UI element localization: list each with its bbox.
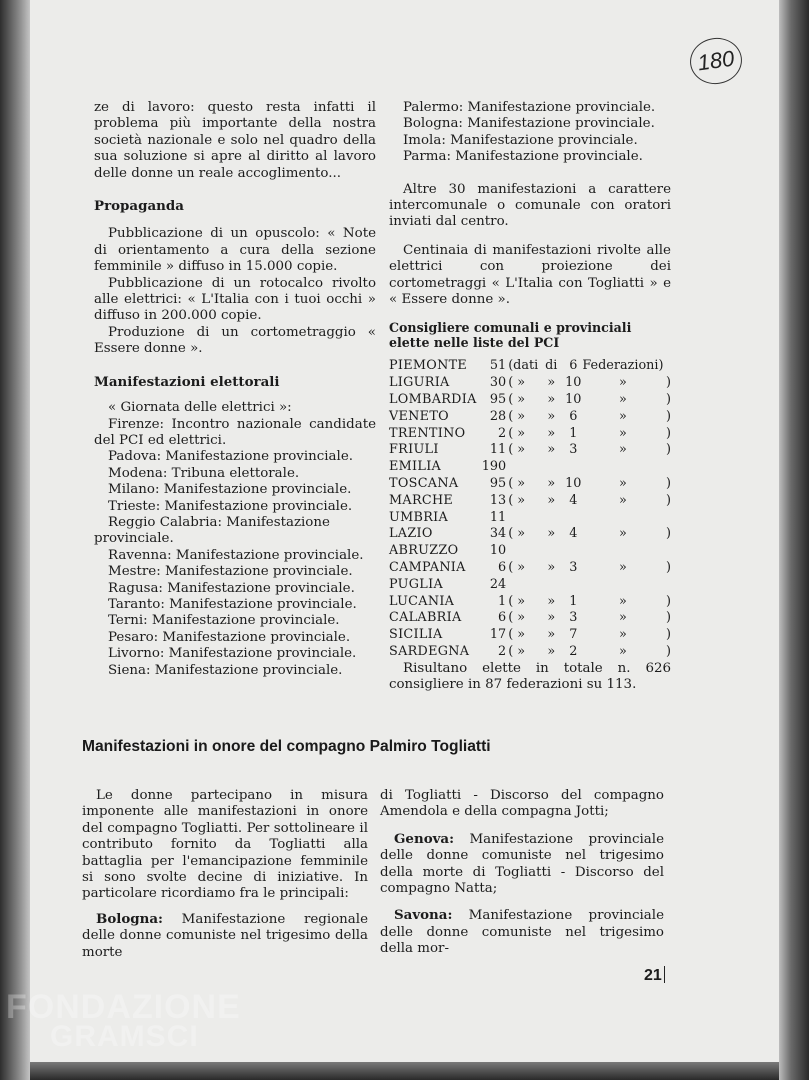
- region-cell: PIEMONTE: [389, 358, 468, 374]
- region-cell: MARCHE: [389, 492, 454, 508]
- scan-right-edge: [779, 0, 809, 1080]
- paren-cell: ( »: [508, 375, 526, 391]
- table-row: [389, 560, 671, 577]
- event-item: Ragusa: Manifestazione provinciale.: [108, 580, 355, 596]
- ditto-cell: »: [619, 392, 627, 408]
- close-paren-cell: [664, 459, 672, 476]
- table-row: [389, 594, 671, 611]
- region-cell: LOMBARDIA: [389, 392, 477, 408]
- ditto-cell: »: [619, 375, 627, 391]
- count-cell: 34: [489, 526, 507, 542]
- region-cell: UMBRIA: [389, 509, 449, 525]
- federations-cell: 4: [569, 492, 578, 508]
- close-paren-cell: [664, 577, 672, 594]
- propaganda-item: Produzione di un cortometraggio « Essere donne ».: [94, 324, 376, 357]
- genova-entry: [380, 831, 664, 898]
- paren-cell: ( »: [508, 627, 526, 643]
- paren-cell: [508, 577, 538, 594]
- close-paren-cell: ): [666, 492, 671, 508]
- close-paren-cell: [664, 510, 672, 527]
- federations-cell: [564, 459, 582, 476]
- ditto-cell: »: [619, 442, 627, 458]
- event-item: Pesaro: Manifestazione provinciale.: [108, 629, 351, 645]
- federations-cell: 10: [565, 392, 582, 408]
- genova-label: Genova:: [394, 830, 455, 847]
- table-row: [389, 409, 671, 426]
- ditto-cell: Federazioni): [582, 358, 664, 374]
- count-cell: 1: [498, 593, 507, 609]
- ditto-cell: »: [619, 560, 627, 576]
- table-row: [389, 510, 671, 527]
- event-item: Ravenna: Manifestazione provinciale.: [108, 547, 364, 563]
- genova-text: Manifestazione provinciale delle donne comuniste nel trigesimo della morte di Togliatti - Discorso del compagno Natta;: [380, 831, 664, 897]
- table-row: [389, 627, 671, 644]
- event-item: Mestre: Manifestazione provinciale.: [108, 564, 353, 580]
- count-cell: 11: [489, 509, 507, 525]
- region-cell: LAZIO: [389, 526, 433, 542]
- table-row: [389, 375, 671, 392]
- ditto-cell: »: [547, 392, 556, 408]
- ditto-cell: »: [547, 627, 556, 643]
- savona-label: Savona:: [394, 907, 453, 924]
- table-row: [389, 644, 671, 661]
- savona-text: Manifestazione provinciale delle donne comuniste nel trigesimo della mor-: [380, 908, 664, 957]
- count-cell: 2: [498, 644, 507, 660]
- page-number: 21: [644, 966, 665, 985]
- region-cell: VENETO: [389, 408, 449, 424]
- ditto-cell: »: [547, 644, 556, 660]
- region-cell: SARDEGNA: [389, 644, 470, 660]
- close-paren-cell: ): [666, 560, 671, 576]
- regions-table: [389, 358, 671, 660]
- event-item: Livorno: Manifestazione provinciale.: [108, 646, 357, 662]
- count-cell: 10: [489, 543, 507, 559]
- event-item: Padova: Manifestazione provinciale.: [108, 449, 353, 465]
- giornata-label: « Giornata delle elettrici »:: [108, 400, 292, 416]
- count-cell: 17: [489, 627, 507, 643]
- table-row: [389, 392, 671, 409]
- federations-cell: [564, 577, 582, 594]
- close-paren-cell: ): [666, 392, 671, 408]
- close-paren-cell: ): [666, 627, 671, 643]
- federations-cell: 10: [565, 375, 582, 391]
- ditto-cell: [538, 459, 564, 476]
- ditto-cell: »: [547, 526, 556, 542]
- federations-cell: [564, 510, 582, 527]
- paren-cell: ( »: [508, 442, 526, 458]
- region-cell: TRENTINO: [389, 425, 466, 441]
- ditto-cell: »: [547, 593, 556, 609]
- ditto-cell: »: [547, 425, 556, 441]
- table-row: [389, 526, 671, 543]
- table-row: [389, 543, 671, 560]
- paren-cell: ( »: [508, 476, 526, 492]
- federations-cell: [564, 543, 582, 560]
- ditto-cell: »: [619, 644, 627, 660]
- region-cell: EMILIA: [389, 459, 442, 475]
- ditto-cell: »: [547, 442, 556, 458]
- ditto-cell: »: [547, 560, 556, 576]
- table-row: [389, 610, 671, 627]
- count-cell: 2: [498, 425, 507, 441]
- count-cell: 6: [498, 560, 507, 576]
- manifestazioni-title: Manifestazioni elettorali: [94, 373, 280, 390]
- count-cell: 95: [489, 476, 507, 492]
- count-cell: 28: [489, 408, 507, 424]
- federations-cell: 2: [569, 644, 578, 660]
- paren-cell: ( »: [508, 593, 526, 609]
- federations-cell: 3: [569, 610, 578, 626]
- scan-left-edge: [0, 0, 32, 1080]
- close-paren-cell: ): [666, 375, 671, 391]
- close-paren-cell: ): [666, 644, 671, 660]
- left-column: [94, 100, 376, 679]
- federations-cell: 1: [569, 593, 578, 609]
- paren-cell: ( »: [508, 610, 526, 626]
- savona-entry: [380, 907, 664, 957]
- ditto-cell: »: [547, 610, 556, 626]
- table-row: [389, 493, 671, 510]
- close-paren-cell: ): [666, 425, 671, 441]
- event-item: Bologna: Manifestazione provinciale.: [403, 116, 655, 132]
- table-row: [389, 459, 671, 476]
- event-item: Parma: Manifestazione provinciale.: [403, 149, 643, 165]
- region-cell: LIGURIA: [389, 375, 450, 391]
- federations-cell: 3: [569, 560, 578, 576]
- intro-paragraph: ze di lavoro: questo resta infatti il problema più importante della nostra società nazionale e solo nel quadro della sua soluzione si apre al diritto al lavoro delle donne un reale accoglimento...: [94, 100, 376, 181]
- ditto-cell: »: [547, 476, 556, 492]
- table-row: [389, 358, 671, 375]
- paren-cell: ( »: [508, 492, 526, 508]
- federations-cell: 3: [569, 442, 578, 458]
- region-cell: SICILIA: [389, 627, 443, 643]
- table-row: [389, 577, 671, 594]
- bologna-continuation: di Togliatti - Discorso del compagno Amendola e della compagna Jotti;: [380, 788, 664, 820]
- event-item: Milano: Manifestazione provinciale.: [108, 482, 352, 498]
- event-item: Trieste: Manifestazione provinciale.: [108, 498, 353, 514]
- count-cell: 11: [489, 442, 507, 458]
- paren-cell: [508, 459, 538, 476]
- ditto-cell: »: [619, 610, 627, 626]
- table-title: Consigliere comunali e provinciali elette nelle liste del PCI: [389, 320, 632, 351]
- count-cell: 190: [481, 459, 507, 475]
- close-paren-cell: ): [666, 526, 671, 542]
- handwritten-folio-number: 180: [687, 35, 745, 88]
- ditto-cell: [538, 510, 564, 527]
- propaganda-title: Propaganda: [94, 198, 184, 215]
- section2-left-column: [82, 788, 368, 961]
- close-paren-cell: ): [666, 476, 671, 492]
- centinaia-paragraph: Centinaia di manifestazioni rivolte alle elettrici con proiezione dei cortometraggi « L'Italia con Togliatti » e « Essere donne ».: [389, 242, 671, 308]
- table-total: Risultano elette in totale n. 626 consigliere in 87 federazioni su 113.: [389, 660, 671, 693]
- ditto-cell: [582, 459, 663, 476]
- event-item: Modena: Tribuna elettorale.: [108, 465, 300, 481]
- paren-cell: [508, 543, 538, 560]
- ditto-cell: »: [547, 492, 556, 508]
- federations-cell: 7: [569, 627, 578, 643]
- watermark-line1: FONDAZIONE: [6, 988, 241, 1026]
- bologna-entry: [82, 911, 368, 961]
- watermark-logo: [6, 988, 241, 1053]
- federations-cell: 6: [569, 358, 578, 374]
- close-paren-cell: ): [666, 610, 671, 626]
- region-cell: CAMPANIA: [389, 560, 466, 576]
- togliatti-intro: Le donne partecipano in misura imponente alle manifestazioni in onore del compagno Togliatti. Per sottolineare il contributo fornito da Togliatti alla battaglia per l'emancipazione femminile si sono svolte decine di iniziative. In particolare ricordiamo fra le principali:: [82, 788, 368, 902]
- paren-cell: (dati: [508, 358, 539, 374]
- paren-cell: ( »: [508, 644, 526, 660]
- region-cell: ABRUZZO: [389, 543, 459, 559]
- ditto-cell: [582, 510, 663, 527]
- federations-cell: 1: [569, 425, 578, 441]
- ditto-cell: »: [619, 627, 627, 643]
- section2-right-column: [380, 788, 664, 958]
- region-cell: TOSCANA: [389, 476, 459, 492]
- ditto-cell: [582, 577, 663, 594]
- propaganda-item: Pubblicazione di un opuscolo: « Note di orientamento a cura della sezione femminile » diffuso in 15.000 copie.: [94, 226, 376, 275]
- event-item: Palermo: Manifestazione provinciale.: [403, 100, 656, 115]
- ditto-cell: [538, 543, 564, 560]
- close-paren-cell: ): [666, 408, 671, 424]
- federations-cell: 6: [569, 408, 578, 424]
- close-paren-cell: ): [666, 442, 671, 458]
- count-cell: 13: [489, 492, 507, 508]
- ditto-cell: »: [619, 408, 627, 424]
- close-paren-cell: [664, 358, 672, 375]
- region-cell: LUCANIA: [389, 593, 455, 609]
- event-item: Taranto: Manifestazione provinciale.: [108, 596, 357, 612]
- paren-cell: ( »: [508, 425, 526, 441]
- table-row: [389, 442, 671, 459]
- ditto-cell: »: [619, 593, 627, 609]
- count-cell: 6: [498, 610, 507, 626]
- ditto-cell: »: [619, 526, 627, 542]
- federations-cell: 4: [569, 526, 578, 542]
- right-column: [389, 100, 671, 694]
- bologna-text: Manifestazione regionale delle donne comuniste nel trigesimo della morte: [82, 911, 368, 960]
- federations-cell: 10: [565, 476, 582, 492]
- ditto-cell: »: [619, 492, 627, 508]
- ditto-cell: »: [547, 375, 556, 391]
- ditto-cell: di: [545, 358, 558, 374]
- section-heading: Manifestazioni in onore del compagno Palmiro Togliatti: [82, 738, 491, 755]
- close-paren-cell: ): [666, 593, 671, 609]
- event-item: Siena: Manifestazione provinciale.: [108, 662, 343, 678]
- paren-cell: ( »: [508, 408, 526, 424]
- region-cell: CALABRIA: [389, 610, 462, 626]
- ditto-cell: [582, 543, 663, 560]
- event-item: Imola: Manifestazione provinciale.: [403, 132, 638, 148]
- count-cell: 24: [489, 576, 507, 592]
- event-item: Reggio Calabria: Manifestazione provinciale.: [94, 514, 330, 547]
- paren-cell: ( »: [508, 560, 526, 576]
- table-row: [389, 426, 671, 443]
- table-row: [389, 476, 671, 493]
- altre-paragraph: Altre 30 manifestazioni a carattere intercomunale o comunale con oratori inviati dal centro.: [389, 181, 671, 230]
- count-cell: 51: [489, 358, 507, 374]
- paren-cell: ( »: [508, 392, 526, 408]
- ditto-cell: »: [619, 425, 627, 441]
- close-paren-cell: [664, 543, 672, 560]
- ditto-cell: »: [547, 408, 556, 424]
- region-cell: PUGLIA: [389, 576, 443, 592]
- count-cell: 95: [489, 392, 507, 408]
- event-item: Terni: Manifestazione provinciale.: [108, 613, 340, 629]
- region-cell: FRIULI: [389, 442, 439, 458]
- ditto-cell: »: [619, 476, 627, 492]
- event-item: Firenze: Incontro nazionale candidate del PCI ed elettrici.: [94, 416, 376, 448]
- ditto-cell: [538, 577, 564, 594]
- count-cell: 30: [489, 375, 507, 391]
- paren-cell: [508, 510, 538, 527]
- scan-bottom-edge: [30, 1062, 779, 1080]
- propaganda-item: Pubblicazione di un rotocalco rivolto alle elettrici: « L'Italia con i tuoi occhi » diffuso in 200.000 copie.: [94, 275, 376, 324]
- bologna-label: Bologna:: [96, 910, 163, 927]
- paren-cell: ( »: [508, 526, 526, 542]
- watermark-line2: GRAMSCI: [50, 1020, 199, 1053]
